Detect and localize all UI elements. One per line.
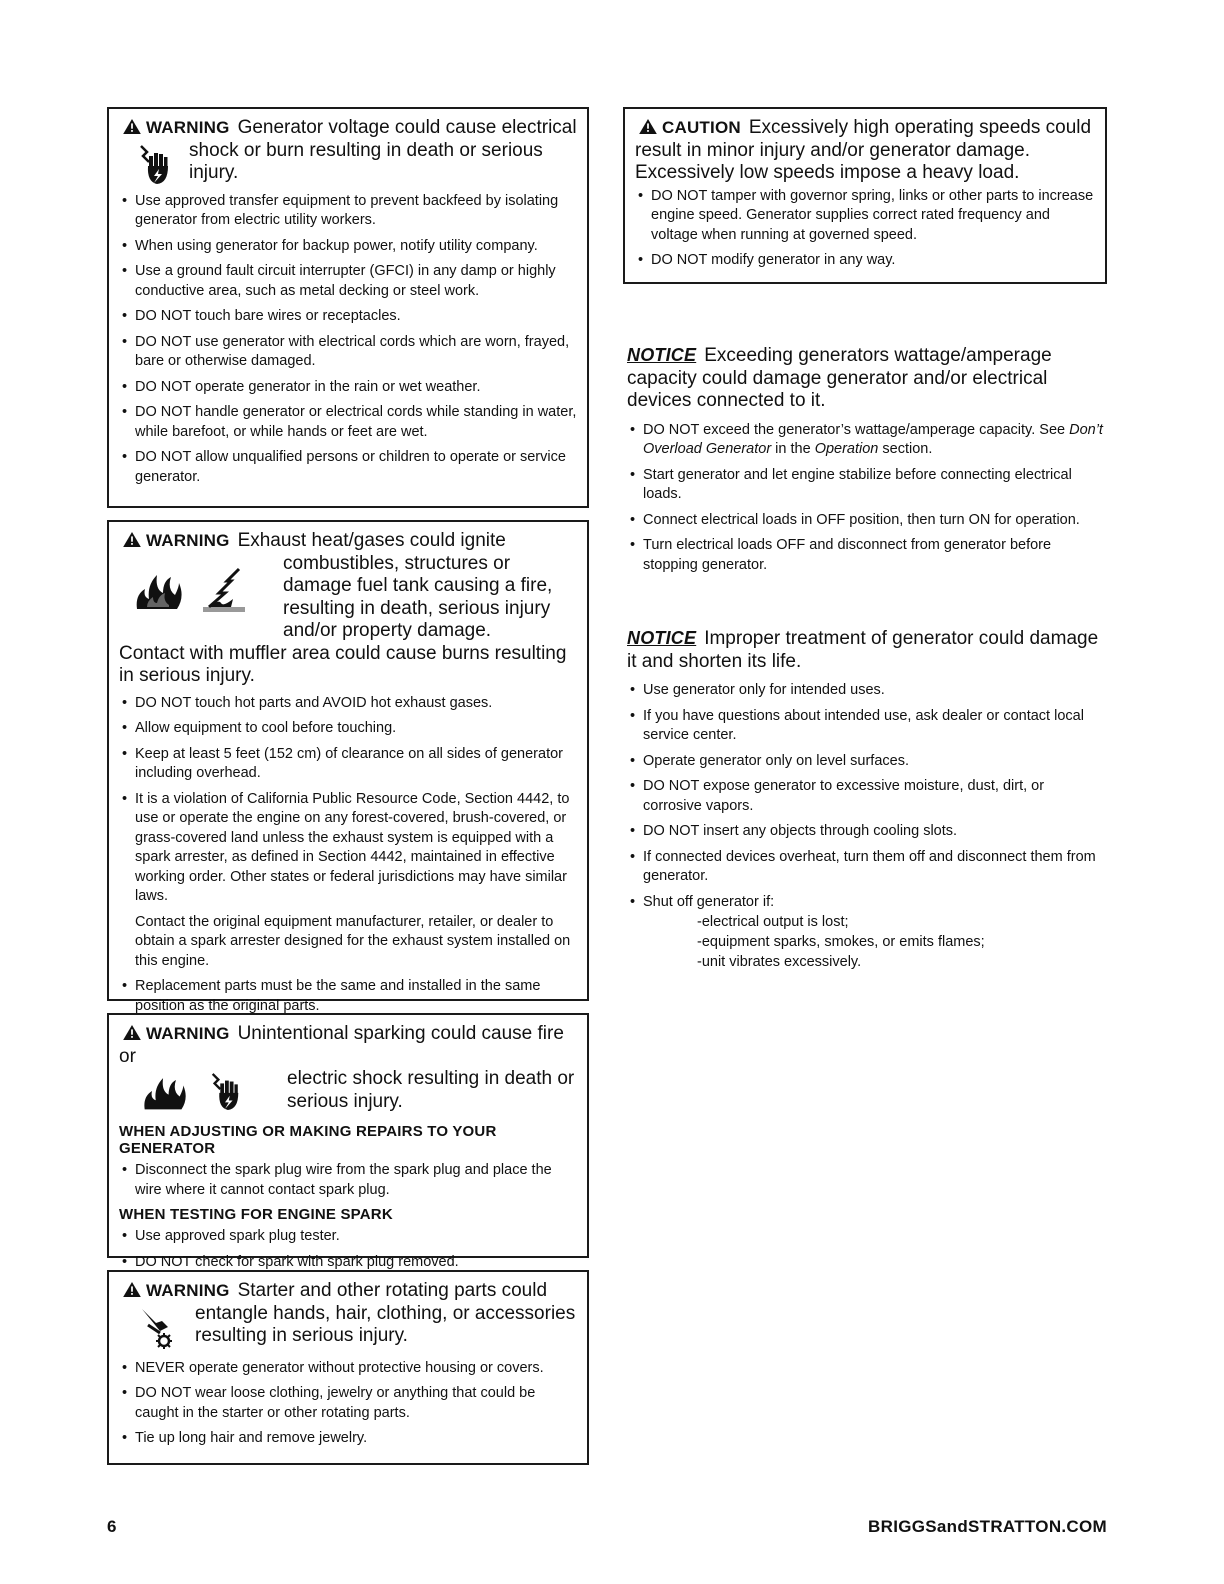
page-number: 6 <box>107 1517 117 1536</box>
warning-subtitle: electric shock resulting in death or serious injury. <box>287 1068 575 1112</box>
warning-contact-text: Contact with muffler area could cause burns resulting in serious injury. <box>119 642 567 686</box>
warning-subtitle: entangle hands, hair, clothing, or accessories resulting in serious injury. <box>195 1302 576 1346</box>
list-item: • DO NOT exceed the generator’s wattage/amperage capacity. See Don’t Overload Generator in the Operation section. <box>627 421 1103 460</box>
warning-starter-box <box>107 1270 589 1465</box>
warning-electrical-list <box>119 192 577 488</box>
warning-starter-header <box>119 1280 577 1303</box>
section-ref-link: Operation <box>814 441 879 457</box>
warning-title: Starter and other rotating parts could <box>237 1280 548 1301</box>
warning-sparking-icon-row <box>119 1068 577 1113</box>
notice-title: Exceeding generators wattage/amperage capacity could damage generator and/or electrical devices connected to it. <box>627 345 1052 411</box>
list-item: • If you have questions about intended use, ask dealer or contact local service center. <box>627 707 1103 746</box>
warning-electrical-box <box>107 107 589 508</box>
warning-electrical-icon-row <box>119 140 577 186</box>
warning-starter-icon-row <box>119 1303 577 1349</box>
caution-speed-list <box>635 187 1095 271</box>
list-item: • Turn electrical loads OFF and disconnect from generator before stopping generator. <box>627 536 1103 575</box>
list-item: • DO NOT allow unqualified persons or children to operate or service generator. <box>119 448 577 487</box>
list-item: • DO NOT expose generator to excessive moisture, dust, dirt, or corrosive vapors. <box>627 777 1103 816</box>
fire-icon <box>133 567 183 611</box>
list-item: • DO NOT modify generator in any way. <box>635 251 1095 271</box>
warning-label: WARNING <box>146 1281 230 1300</box>
warning-subtitle: combustibles, structures or damage fuel tank causing a fire, resulting in death, serious injury and/or property damage. <box>283 552 553 641</box>
left-column <box>107 107 589 1477</box>
warning-sparking-list-2 <box>119 1227 577 1272</box>
warning-electrical-header <box>119 117 577 140</box>
warning-label: WARNING <box>146 1024 230 1043</box>
list-item: • DO NOT tamper with governor spring, links or other parts to increase engine speed. Generator supplies correct rated frequency and voltage when running at governed speed. <box>635 187 1095 246</box>
fire-icon <box>141 1070 187 1112</box>
notice-treatment-header <box>627 627 1103 673</box>
list-item: • DO NOT operate generator in the rain or wet weather. <box>119 378 577 398</box>
list-item: • Connect electrical loads in OFF position, then turn ON for operation. <box>627 511 1103 531</box>
warning-triangle-icon <box>639 119 657 134</box>
warning-triangle-icon <box>123 532 141 547</box>
warning-sparking-list-1 <box>119 1161 577 1200</box>
list-item: • Tie up long hair and remove jewelry. <box>119 1429 577 1449</box>
hot-surface-icon <box>201 567 247 613</box>
entanglement-icon <box>138 1305 176 1349</box>
notice-label: NOTICE <box>627 345 697 365</box>
warning-title: Unintentional sparking could cause fire or <box>119 1023 564 1067</box>
shutoff-conditions <box>627 912 1103 972</box>
list-item: • DO NOT wear loose clothing, jewelry or anything that could be caught in the starter or other rotating parts. <box>119 1384 577 1423</box>
list-item: • Replacement parts must be the same and installed in the same position as the original parts. <box>119 977 577 1016</box>
list-item: • Use approved spark plug tester. <box>119 1227 577 1247</box>
warning-exhaust-box <box>107 520 589 1014</box>
right-column <box>623 107 1107 972</box>
warning-exhaust-list <box>119 694 577 907</box>
list-item: • DO NOT touch hot parts and AVOID hot exhaust gases. <box>119 694 577 714</box>
caution-title: Excessively high operating speeds could result in minor injury and/or generator damage. Excessively low speeds impose a heavy load. <box>635 117 1092 183</box>
warning-subhead: WHEN TESTING FOR ENGINE SPARK <box>119 1206 393 1223</box>
warning-title: Exhaust heat/gases could ignite <box>237 530 506 551</box>
list-item: • DO NOT check for spark with spark plug removed. <box>119 1253 577 1273</box>
warning-exhaust-header <box>119 530 577 553</box>
warning-label: WARNING <box>146 531 230 550</box>
list-item: • If connected devices overheat, turn them off and disconnect them from generator. <box>627 848 1103 887</box>
list-item: • Start generator and let engine stabilize before connecting electrical loads. <box>627 466 1103 505</box>
warning-label: WARNING <box>146 118 230 137</box>
caution-speed-header <box>635 117 1095 185</box>
list-item: • Use generator only for intended uses. <box>627 681 1103 701</box>
notice-label: NOTICE <box>627 628 697 648</box>
list-item: • Allow equipment to cool before touching. <box>119 719 577 739</box>
list-item: -unit vibrates excessively. <box>697 954 862 970</box>
warning-exhaust-list-end <box>119 977 577 1016</box>
warning-exhaust-icon-row <box>119 553 577 643</box>
warning-triangle-icon <box>123 119 141 134</box>
list-item: • DO NOT use generator with electrical cords which are worn, frayed, bare or otherwise damaged. <box>119 333 577 372</box>
notice-capacity-header <box>627 344 1103 413</box>
notice-treatment <box>623 627 1107 972</box>
list-item: -equipment sparks, smokes, or emits flames; <box>697 934 985 950</box>
operation-ref-link: Don’t Overload Generator <box>643 421 1103 457</box>
notice-capacity <box>623 344 1107 575</box>
list-item: • Operate generator only on level surfaces. <box>627 752 1103 772</box>
list-item: • DO NOT handle generator or electrical cords while standing in water, while barefoot, or while hands or feet are wet. <box>119 403 577 442</box>
caution-label: CAUTION <box>662 118 741 137</box>
warning-sub-paragraph: Contact the original equipment manufacturer, retailer, or dealer to obtain a spark arrester designed for the exhaust system installed on this engine. <box>135 913 571 969</box>
notice-treatment-list <box>627 681 1103 912</box>
warning-subhead: WHEN ADJUSTING OR MAKING REPAIRS TO YOUR GENERATOR <box>119 1123 497 1157</box>
warning-title: Generator voltage could cause electrical <box>237 117 577 138</box>
warning-starter-list <box>119 1359 577 1449</box>
list-item: -electrical output is lost; <box>697 914 849 930</box>
website-url: BRIGGSandSTRATTON.COM <box>868 1517 1107 1536</box>
notice-title: Improper treatment of generator could damage it and shorten its life. <box>627 628 1099 672</box>
caution-speed-box <box>623 107 1107 284</box>
warning-subtitle: shock or burn resulting in death or serious injury. <box>189 139 543 183</box>
notice-capacity-list <box>627 421 1103 576</box>
list-item: • DO NOT touch bare wires or receptacles. <box>119 307 577 327</box>
list-item: • Use a ground fault circuit interrupter (GFCI) in any damp or highly conductive area, such as metal decking or steel work. <box>119 262 577 301</box>
list-item: • NEVER operate generator without protective housing or covers. <box>119 1359 577 1379</box>
electric-shock-icon <box>207 1070 243 1112</box>
warning-triangle-icon <box>123 1025 141 1040</box>
electric-shock-icon <box>135 142 173 186</box>
list-item: • Use approved transfer equipment to prevent backfeed by isolating generator from electric utility workers. <box>119 192 577 231</box>
list-item: • When using generator for backup power, notify utility company. <box>119 237 577 257</box>
warning-sparking-box <box>107 1013 589 1270</box>
warning-sparking-header <box>119 1023 577 1068</box>
list-item: • Shut off generator if: <box>627 893 1103 913</box>
list-item: • Disconnect the spark plug wire from the spark plug and place the wire where it cannot contact spark plug. <box>119 1161 577 1200</box>
list-item: • It is a violation of California Public Resource Code, Section 4442, to use or operate the engine on any forest-covered, brush-covered, or grass-covered land unless the exhaust system is equipped with a spark arrester, as defined in Section 4442, maintained in effective working order. Other states or federal jurisdictions may have similar laws. <box>119 790 577 907</box>
list-item: • DO NOT insert any objects through cooling slots. <box>627 822 1103 842</box>
list-item: • Keep at least 5 feet (152 cm) of clearance on all sides of generator including overhead. <box>119 745 577 784</box>
warning-triangle-icon <box>123 1282 141 1297</box>
